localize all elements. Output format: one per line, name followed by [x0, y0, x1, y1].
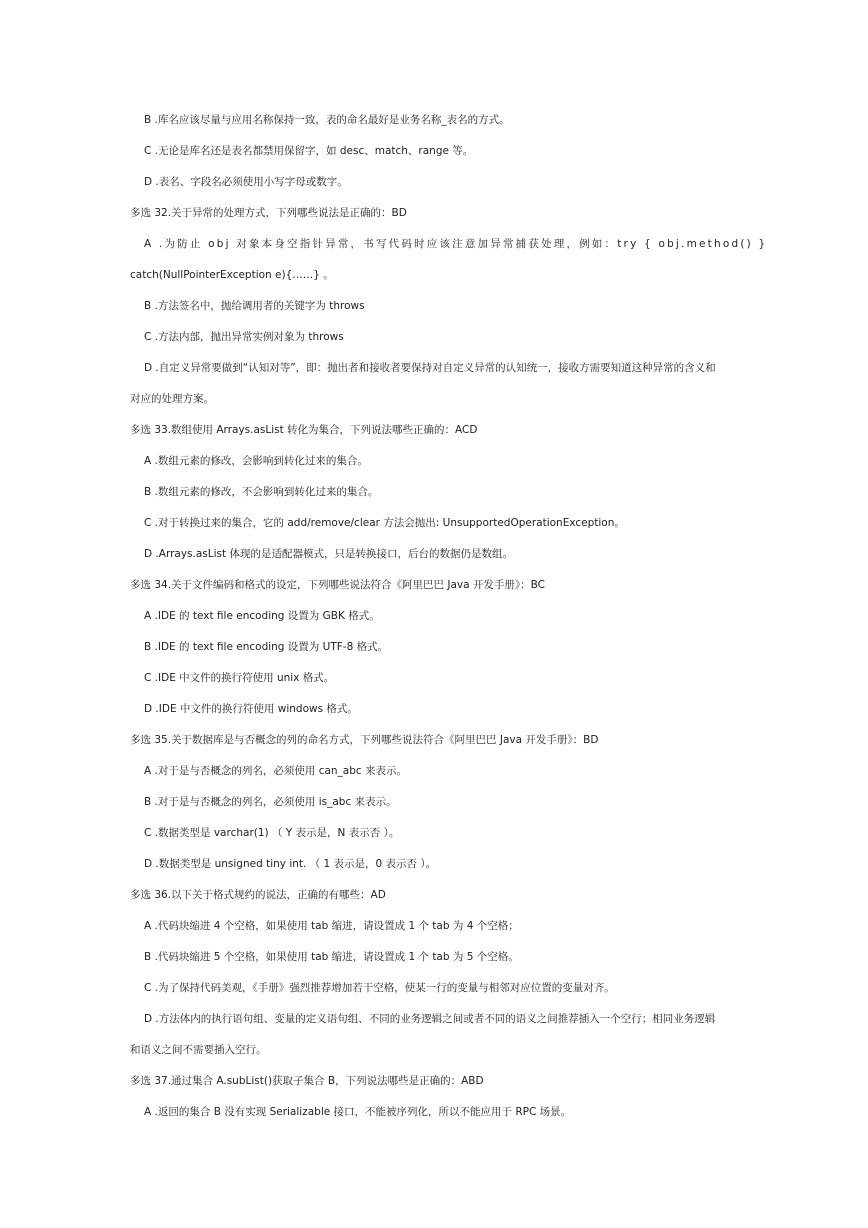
option-line: C .数据类型是 varchar(1) （ Y 表示是，N 表示否 ）。 [144, 827, 400, 839]
option-line: C .对于转换过来的集合，它的 add/remove/clear 方法会抛出: UnsupportedOperationException。 [144, 517, 625, 529]
option-line: A .IDE 的 text file encoding 设置为 GBK 格式。 [144, 610, 380, 622]
question-line: 多选 36.以下关于格式规约的说法，正确的有哪些：AD [130, 889, 386, 901]
option-line: D .数据类型是 unsigned tiny int. （ 1 表示是，0 表示否 ）。 [144, 858, 437, 870]
continuation-line: 和语义之间不需要插入空行。 [130, 1044, 267, 1056]
option-line: A .数组元素的修改，会影响到转化过来的集合。 [144, 455, 368, 467]
option-line: C .为了保持代码美观，《手册》强烈推荐增加若干空格，使某一行的变量与相邻对应位置的变量对齐。 [144, 982, 615, 994]
option-line: A .为防止 obj 对象本身空指针异常，书写代码时应该注意加异常捕获处理，例如：try { obj.method() } [144, 238, 768, 250]
option-line: C .无论是库名还是表名都禁用保留字，如 desc、match、range 等。 [144, 145, 474, 157]
continuation-line: 对应的处理方案。 [130, 393, 214, 405]
option-line: A .代码块缩进 4 个空格，如果使用 tab 缩进，请设置成 1 个 tab 为 4 个空格； [144, 920, 519, 932]
option-line: D .IDE 中文件的换行符使用 windows 格式。 [144, 703, 358, 715]
option-line: D .自定义异常要做到“认知对等”，即：抛出者和接收者要保持对自定义异常的认知统一，接收方需要知道这种异常的含义和 [144, 362, 716, 374]
option-line: C .方法内部，抛出异常实例对象为 throws [144, 331, 344, 343]
option-line: D .表名、字段名必须使用小写字母或数字。 [144, 176, 348, 188]
option-line: D .方法体内的执行语句组、变量的定义语句组、不同的业务逻辑之间或者不同的语义之间推荐插入一个空行；相同业务逻辑 [144, 1013, 716, 1025]
option-line: B .方法签名中，抛给调用者的关键字为 throws [144, 300, 365, 312]
option-line: B .库名应该尽量与应用名称保持一致，表的命名最好是业务名称_表名的方式。 [144, 114, 510, 126]
option-line: B .IDE 的 text file encoding 设置为 UTF-8 格式。 [144, 641, 389, 653]
question-line: 多选 34.关于文件编码和格式的设定，下列哪些说法符合《阿里巴巴 Java 开发手册》：BC [130, 579, 545, 591]
option-line: A .对于是与否概念的列名，必须使用 can_abc 来表示。 [144, 765, 408, 777]
option-line: B .数组元素的修改，不会影响到转化过来的集合。 [144, 486, 379, 498]
option-line: A .返回的集合 B 没有实现 Serializable 接口，不能被序列化，所以不能应用于 RPC 场景。 [144, 1106, 572, 1118]
question-line: 多选 37.通过集合 A.subList()获取子集合 B，下列说法哪些是正确的：ABD [130, 1075, 484, 1087]
option-line: C .IDE 中文件的换行符使用 unix 格式。 [144, 672, 335, 684]
question-line: 多选 35.关于数据库是与否概念的列的命名方式，下列哪些说法符合《阿里巴巴 Java 开发手册》：BD [130, 734, 599, 746]
option-line: D .Arrays.asList 体现的是适配器模式，只是转换接口，后台的数据仍是数组。 [144, 548, 513, 560]
question-line: 多选 33.数组使用 Arrays.asList 转化为集合，下列说法哪些正确的：ACD [130, 424, 478, 436]
option-line: B .对于是与否概念的列名，必须使用 is_abc 来表示。 [144, 796, 397, 808]
option-line: B .代码块缩进 5 个空格，如果使用 tab 缩进，请设置成 1 个 tab 为 5 个空格。 [144, 951, 519, 963]
question-line: 多选 32.关于异常的处理方式，下列哪些说法是正确的：BD [130, 207, 407, 219]
continuation-line: catch(NullPointerException e){……} 。 [130, 269, 334, 281]
